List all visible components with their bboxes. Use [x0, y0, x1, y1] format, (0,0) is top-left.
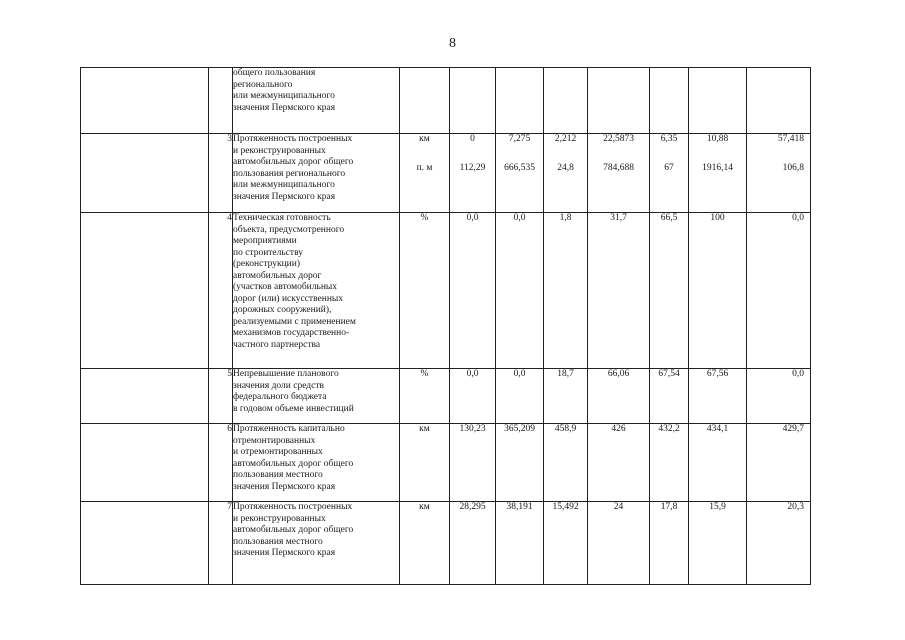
value-cell — [650, 369, 689, 424]
indicator-description: Протяженность капитально отремонтированных и отремонтированных автомобильных дорог общего пользования местного значения Пермского края — [233, 424, 400, 502]
indicator-description: общего пользования регионального или межмуниципального значения Пермского края — [233, 68, 400, 134]
cell-value: 17,8 — [660, 502, 678, 512]
value-cell — [747, 68, 811, 134]
cell-value: 38,191 — [506, 502, 533, 512]
indicator-description: Протяженность построенных и реконструированных автомобильных дорог общего пользования регионального или межмуниципального значения Пермского края — [233, 134, 400, 213]
value-cell — [747, 213, 811, 369]
value-cell — [544, 369, 588, 424]
cell-value: 100 — [710, 213, 725, 223]
value-cell — [450, 213, 496, 369]
cell-value: 426 — [611, 424, 626, 434]
value-cell — [747, 502, 811, 585]
left-blank-cell — [81, 369, 209, 424]
table-row — [81, 134, 811, 213]
indicators-table — [80, 67, 811, 585]
cell-value: 666,535 — [504, 163, 535, 173]
cell-value: 0,0 — [792, 369, 804, 379]
unit-cell — [400, 424, 450, 502]
cell-value: 15,492 — [552, 502, 579, 512]
left-blank-cell — [81, 424, 209, 502]
value-cell — [544, 213, 588, 369]
cell-value: 784,688 — [603, 163, 634, 173]
cell-value: 106,8 — [782, 163, 804, 173]
value-cell — [747, 134, 811, 213]
cell-value: 67,56 — [706, 369, 729, 379]
value-cell — [450, 134, 496, 213]
value-cell — [588, 68, 650, 134]
cell-value: 130,23 — [459, 424, 486, 434]
cell-value: 66,5 — [660, 213, 678, 223]
left-blank-cell — [81, 68, 209, 134]
unit-value: п. м — [416, 163, 433, 173]
cell-value — [689, 68, 746, 97]
indicator-description: Протяженность построенных и реконструированных автомобильных дорог общего пользования местного значения Пермского края — [233, 502, 400, 585]
cell-value: 66,06 — [607, 369, 630, 379]
cell-value: 67,54 — [658, 369, 680, 379]
page-number: 8 — [449, 36, 456, 51]
value-cell — [650, 134, 689, 213]
cell-value — [588, 68, 649, 97]
value-cell — [496, 68, 544, 134]
value-cell — [450, 68, 496, 134]
cell-value: 0,0 — [513, 213, 526, 223]
row-number: 5 — [209, 369, 233, 424]
indicator-description: Непревышение планового значения доли средств федерального бюджета в годовом объеме инвестиций — [233, 369, 400, 424]
row-number: 4 — [209, 213, 233, 369]
cell-value: 112,29 — [459, 163, 486, 173]
value-cell — [747, 424, 811, 502]
value-cell — [450, 369, 496, 424]
cell-value: 24 — [613, 502, 624, 512]
indicator-description: Техническая готовность объекта, предусмотренного мероприятиями по строительству (реконструкции) автомобильных дорог (участков автомобильных дорог (или) искусственных дорожных сооружений), реализуемыми с применением механизмов государственно- частного партнерства — [233, 213, 400, 369]
cell-value: 0,0 — [466, 213, 479, 223]
value-cell — [689, 213, 747, 369]
cell-value: 31,7 — [610, 213, 627, 223]
cell-value: 1,8 — [559, 213, 572, 223]
cell-value: 24,8 — [557, 163, 574, 173]
cell-value: 15,9 — [709, 502, 726, 512]
unit-cell — [400, 502, 450, 585]
cell-value: 67 — [664, 163, 674, 173]
unit-value — [400, 68, 449, 97]
value-cell — [747, 369, 811, 424]
value-cell — [450, 502, 496, 585]
cell-value — [450, 68, 495, 97]
value-cell — [689, 424, 747, 502]
cell-value: 6,35 — [660, 134, 678, 144]
value-cell — [650, 68, 689, 134]
value-cell — [496, 424, 544, 502]
unit-cell — [400, 134, 450, 213]
value-cell — [496, 213, 544, 369]
value-cell — [588, 213, 650, 369]
cell-value: 0,0 — [792, 213, 804, 223]
value-cell — [588, 369, 650, 424]
value-cell — [544, 502, 588, 585]
row-number — [209, 68, 233, 134]
cell-value: 57,418 — [777, 134, 804, 144]
cell-value: 18,7 — [557, 369, 574, 379]
cell-value: 7,275 — [508, 134, 531, 144]
cell-value — [650, 68, 688, 97]
unit-value: % — [420, 369, 429, 379]
value-cell — [689, 502, 747, 585]
value-cell — [689, 68, 747, 134]
table-row — [81, 369, 811, 424]
row-number: 6 — [209, 424, 233, 502]
left-blank-cell — [81, 502, 209, 585]
cell-value: 429,7 — [782, 424, 804, 434]
value-cell — [496, 369, 544, 424]
value-cell — [544, 424, 588, 502]
value-cell — [650, 213, 689, 369]
unit-value: % — [420, 213, 429, 223]
cell-value: 20,3 — [787, 502, 804, 512]
value-cell — [650, 424, 689, 502]
cell-value: 0,0 — [513, 369, 526, 379]
cell-value — [544, 68, 587, 97]
cell-value: 365,209 — [504, 424, 535, 434]
row-number: 3 — [209, 134, 233, 213]
unit-cell — [400, 68, 450, 134]
value-cell — [450, 424, 496, 502]
cell-value — [747, 68, 804, 97]
cell-value: 1916,14 — [702, 163, 733, 173]
value-cell — [689, 134, 747, 213]
cell-value: 0 — [470, 134, 475, 144]
cell-value: 432,2 — [658, 424, 680, 434]
unit-cell — [400, 213, 450, 369]
table-row — [81, 502, 811, 585]
value-cell — [496, 134, 544, 213]
cell-value: 10,88 — [706, 134, 729, 144]
value-cell — [689, 369, 747, 424]
unit-value: км — [419, 134, 430, 144]
row-number: 7 — [209, 502, 233, 585]
cell-value: 28,295 — [459, 502, 486, 512]
cell-value: 434,1 — [706, 424, 729, 434]
left-blank-cell — [81, 134, 209, 213]
value-cell — [588, 424, 650, 502]
value-cell — [588, 502, 650, 585]
value-cell — [650, 502, 689, 585]
table-row — [81, 68, 811, 134]
value-cell — [588, 134, 650, 213]
table-row — [81, 424, 811, 502]
cell-value: 22,5873 — [603, 134, 634, 144]
cell-value: 0,0 — [466, 369, 479, 379]
value-cell — [544, 134, 588, 213]
value-cell — [544, 68, 588, 134]
value-cell — [496, 502, 544, 585]
cell-value — [496, 68, 543, 97]
unit-value: км — [419, 424, 430, 434]
table-row — [81, 213, 811, 369]
left-blank-cell — [81, 213, 209, 369]
unit-value: км — [419, 502, 430, 512]
cell-value: 458,9 — [554, 424, 577, 434]
unit-cell — [400, 369, 450, 424]
cell-value: 2,212 — [554, 134, 577, 144]
